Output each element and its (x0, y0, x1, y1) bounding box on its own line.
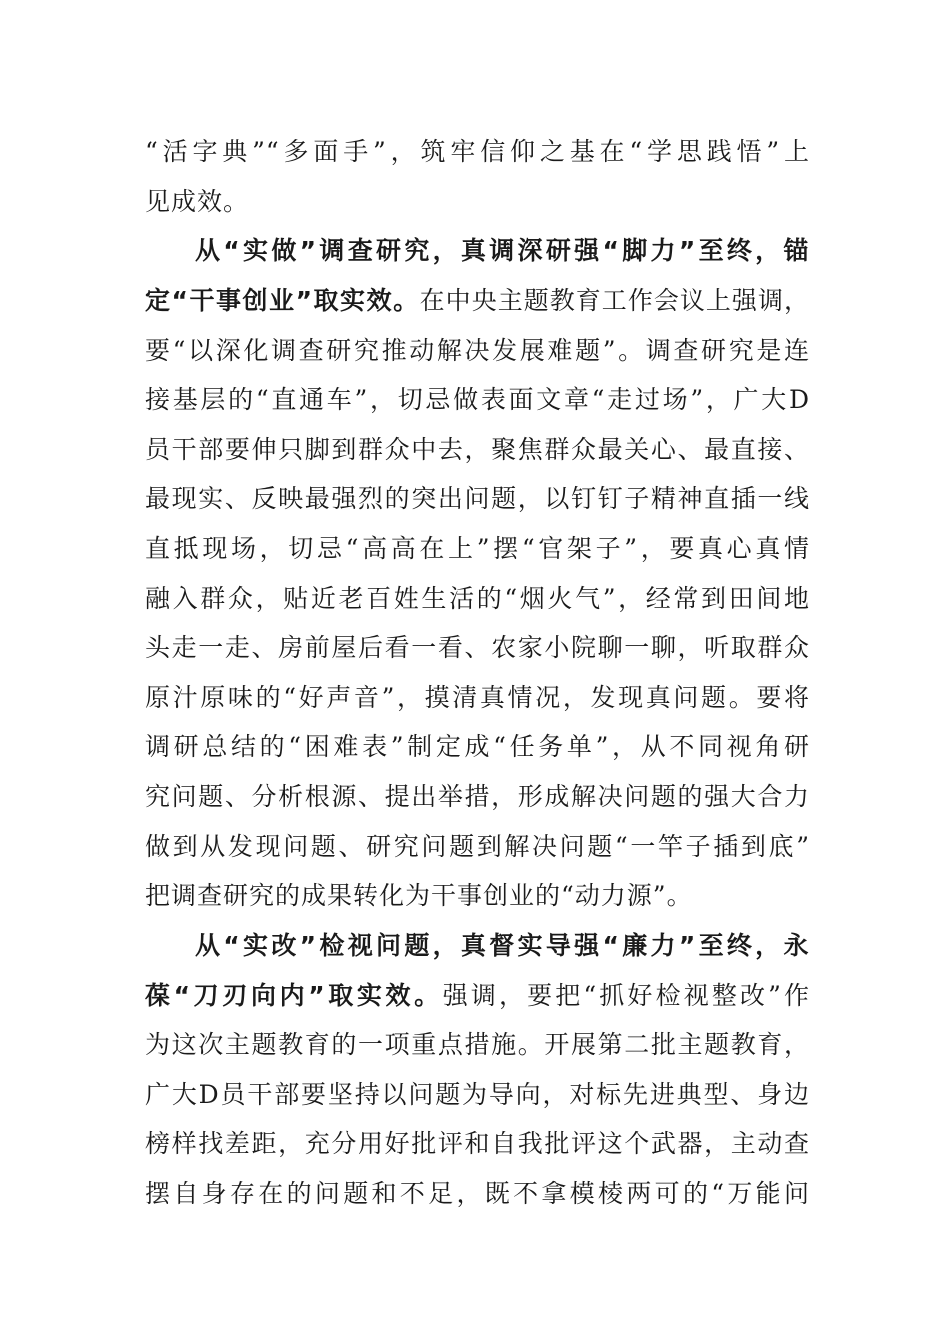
text-line-15: 做到从发现问题、研究问题到解决问题“一竿子插到底” (145, 832, 810, 861)
text-line-14: 究问题、分析根源、提出举措，形成解决问题的强大合力 (145, 782, 810, 811)
text-line-8: 最现实、反映最强烈的突出问题，以钉钉子精神直插一线 (145, 484, 810, 513)
text-line-19: 为这次主题教育的一项重点措施。开展第二批主题教育， (145, 1030, 810, 1059)
text-line-18: 葆“刀刃向内”取实效。强调，要把“抓好检视整改”作 (145, 981, 810, 1010)
text-line-12: 原汁原味的“好声音”，摸清真情况，发现真问题。要将 (145, 683, 810, 712)
text-line-20: 广大D员干部要坚持以问题为导向，对标先进典型、身边 (145, 1080, 810, 1109)
text-line-2: 见成效。 (145, 187, 250, 216)
text-line-7: 员干部要伸只脚到群众中去，聚焦群众最关心、最直接、 (145, 435, 810, 464)
text-line-5: 要“以深化调查研究推动解决发展难题”。调查研究是连 (145, 336, 810, 365)
text-line-16: 把调查研究的成果转化为干事创业的“动力源”。 (145, 881, 693, 910)
section-heading-line-3: 从“实改”检视问题，真督实导强“廉力”至终，永 (195, 931, 810, 960)
section-heading-line-2: 定“干事创业”取实效。 (145, 286, 420, 315)
text-line-13: 调研总结的“困难表”制定成“任务单”，从不同视角研 (145, 732, 810, 761)
section-heading-line-4: 葆“刀刃向内”取实效。 (145, 981, 443, 1010)
text-line-21: 榜样找差距，充分用好批评和自我批评这个武器，主动查 (145, 1129, 810, 1158)
text-line-4: 定“干事创业”取实效。在中央主题教育工作会议上强调， (145, 286, 810, 315)
section-heading-line-1: 从“实做”调查研究，真调深研强“脚力”至终，锚 (195, 236, 810, 265)
text-line-1: “活字典”“多面手”，筑牢信仰之基在“学思践悟”上 (145, 137, 810, 166)
text-line-22: 摆自身存在的问题和不足，既不拿模棱两可的“万能问 (145, 1179, 810, 1208)
text-line-6: 接基层的“直通车”，切忌做表面文章“走过场”，广大D (145, 385, 810, 414)
text-line-9: 直抵现场，切忌“高高在上”摆“官架子”，要真心真情 (145, 534, 810, 563)
text-line-10: 融入群众，贴近老百姓生活的“烟火气”，经常到田间地 (145, 584, 810, 613)
text-line-11: 头走一走、房前屋后看一看、农家小院聊一聊，听取群众 (145, 633, 810, 662)
